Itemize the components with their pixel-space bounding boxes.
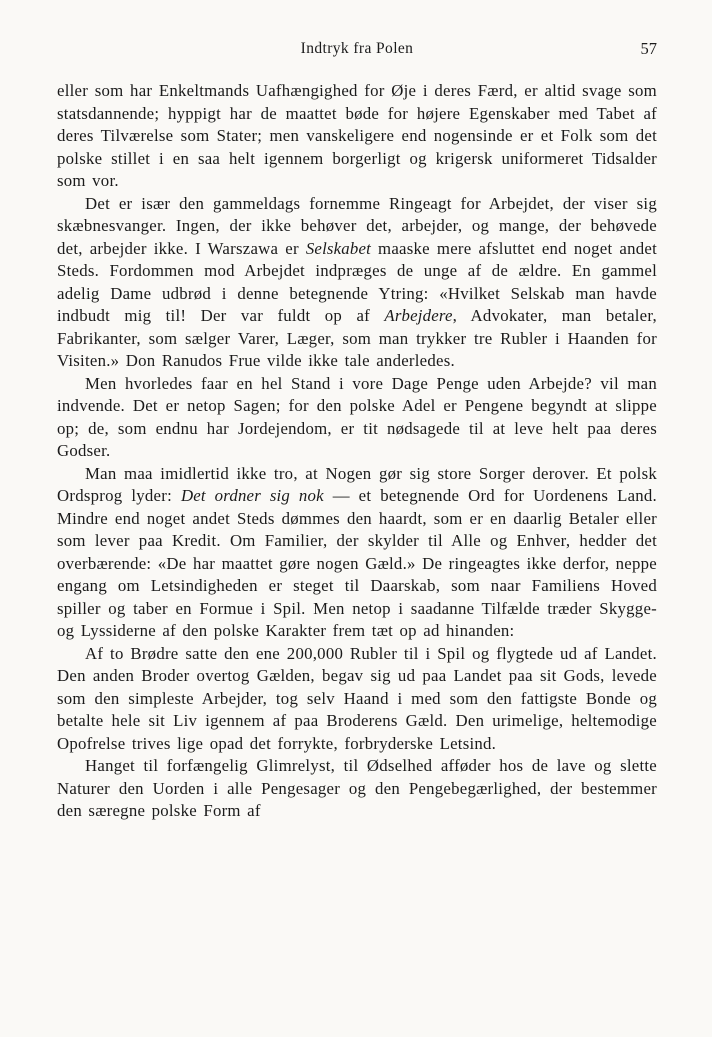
text-segment: — et betegnende Ord for Uordenens Land. Mindre end noget andet Steds dømmes den haardt, som er en daarlig Betaler eller som lever paa Kredit. Om Familier, der skylder til Alle og Enhver, hedder det overbærende: «De har maattet gøre nogen Gæld.» De ringeagtes ikke derfor, neppe engang om Letsindigheden er steget til Daarskab, som naar Familiens Hoved spiller og taber en Formue i Spil. Men netop i saadanne Tilfælde træder Skygge- og Lyssiderne af den polske Karakter frem tæt op ad hinanden: <box>57 486 657 640</box>
italic-text-segment: Arbejdere <box>384 306 453 325</box>
paragraph <box>57 193 657 373</box>
text-segment: Man maa imidlertid ikke tro, at Nogen gør sig store Sorger derover. Et polsk Ordsprog lyder: <box>57 463 657 505</box>
text-segment: , Advokater, man betaler, Fabrikanter, som sælger Varer, Læger, som man trykker tre Rubler i Haanden for Visiten.» Don Ranudos Frue vilde ikke tale anderledes. <box>57 306 657 370</box>
text-segment: Af to Brødre satte den ene 200,000 Rubler til i Spil og flygtede ud af Landet. Den anden Broder overtog Gælden, begav sig ud paa Landet paa sit Gods, levede som den simpleste Arbejder, tog selv Haand i med som den fattigste Bonde og betalte hele sit Liv igennem af paa Broderens Gæld. Den urimelige, heltemodige Opofrelse trives lige opad det forrykte, forbryderske Letsind. <box>57 643 657 753</box>
paragraph <box>57 80 657 193</box>
running-title: Indtryk fra Polen <box>300 40 414 57</box>
page-header <box>57 38 657 60</box>
text-segment: Hanget til forfængelig Glimrelyst, til Ødselhed afføder hos de lave og slette Naturer den Uorden i alle Pengesager og den Pengebegærlighed, der bestemmer den særegne polske Form af <box>57 756 657 820</box>
italic-text-segment: Det ordner sig nok <box>180 486 324 505</box>
paragraph <box>57 643 657 756</box>
italic-text-segment: Selskabet <box>305 238 372 258</box>
text-segment: Men hvorledes faar en hel Stand i vore Dage Penge uden Arbejde? vil man indvende. Det er netop Sagen; for den polske Adel er Pengene begyndt at slippe op; de, som endnu har Jordejendom, er tit nødsagede til at leve helt paa deres Godser. <box>57 373 657 460</box>
text-segment: Det er især den gammeldags fornemme Ringeagt for Arbejdet, der viser sig skæbnesvanger. Ingen, der ikke behøver det, arbejder, og mange, der behøvede det, arbejder ikke. I Warszawa er <box>57 193 657 258</box>
paragraph <box>57 463 657 643</box>
text-segment: eller som har Enkeltmands Uafhængighed for Øje i deres Færd, er altid svage som statsdannende; hyppigt har de maattet bøde for højere Egenskaber med Tabet af deres Tilværelse som Stater; men vanskeligere end nogensinde er et Folk som det polske stillet i en saa helt igennem borgerligt og krigersk uniformeret Tidsalder som vor. <box>57 81 657 190</box>
text-segment: maaske mere afsluttet end noget andet Steds. Fordommen mod Arbejdet indpræges de unge af de ældre. En gammel adelig Dame udbrød i denne betegnende Ytring: «Hvilket Selskab man havde indbudt mig til! Der var fuldt op af <box>57 238 657 325</box>
paragraph <box>57 755 657 823</box>
page-number: 57 <box>640 39 657 58</box>
text-block <box>57 80 657 823</box>
paragraph <box>57 373 657 463</box>
